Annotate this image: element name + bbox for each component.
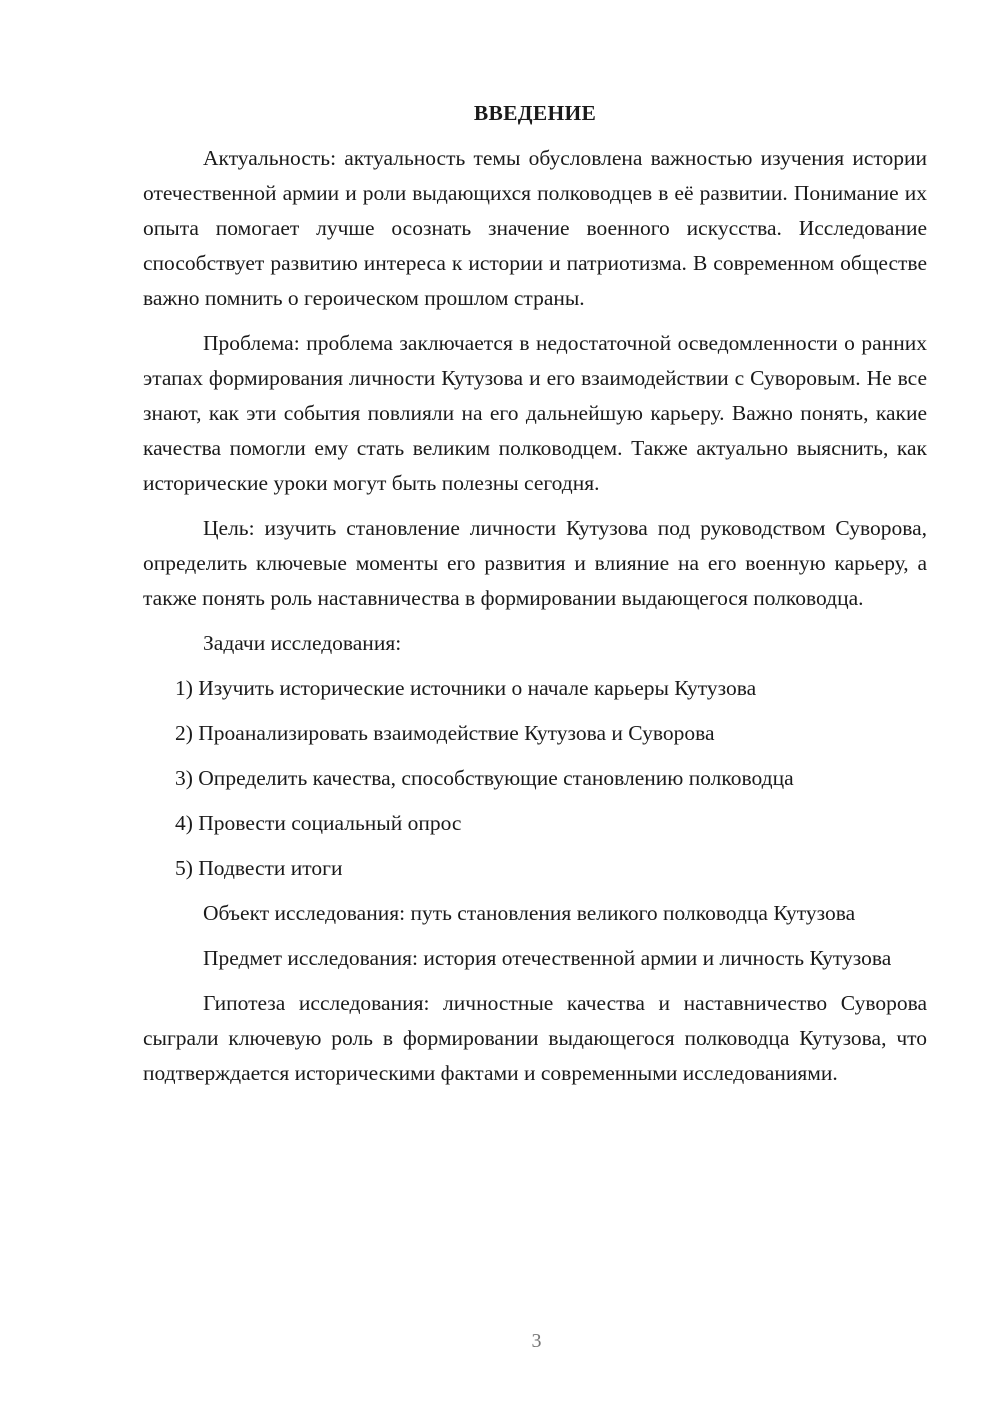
paragraph-subject: Предмет исследования: история отечественной армии и личность Кутузова xyxy=(203,946,892,970)
paragraph-hypothesis: Гипотеза исследования: личностные качества и наставничество Суворова сыграли ключевую роль в формировании выдающегося полководца Кутузова, что подтверждается историческими фактами и современными исследованиями. xyxy=(143,991,927,1085)
paragraph-problem: Проблема: проблема заключается в недостаточной осведомленности о ранних этапах формирования личности Кутузова и его взаимодействии с Суворовым. Не все знают, как эти события повлияли на его дальнейшую карьеру. Важно понять, какие качества помогли ему стать великим полководцем. Также актуально выяснить, как исторические уроки могут быть полезны сегодня. xyxy=(143,331,927,495)
section-title: ВВЕДЕНИЕ xyxy=(473,101,597,125)
task-item: 2) Проанализировать взаимодействие Кутузова и Суворова xyxy=(175,721,715,745)
paragraph-goal: Цель: изучить становление личности Кутузова под руководством Суворова, определить ключевые моменты его развития и влияние на его военную карьеру, а также понять роль наставничества в формировании выдающегося полководца. xyxy=(143,516,927,610)
tasks-heading: Задачи исследования: xyxy=(203,631,402,655)
task-item: 1) Изучить исторические источники о начале карьеры Кутузова xyxy=(175,676,757,700)
page-number: 3 xyxy=(531,1330,542,1352)
document-page xyxy=(143,96,927,1101)
task-item: 3) Определить качества, способствующие становлению полководца xyxy=(175,766,794,790)
paragraph-relevance: Актуальность: актуальность темы обусловлена важностью изучения истории отечественной армии и роли выдающихся полководцев в её развитии. Понимание их опыта помогает лучше осознать значение военного искусства. Исследование способствует развитию интереса к истории и патриотизма. В современном обществе важно помнить о героическом прошлом страны. xyxy=(143,146,927,310)
task-item: 4) Провести социальный опрос xyxy=(175,811,462,835)
paragraph-object: Объект исследования: путь становления великого полководца Кутузова xyxy=(203,901,856,925)
tasks-list xyxy=(143,671,927,886)
task-item: 5) Подвести итоги xyxy=(175,856,343,880)
